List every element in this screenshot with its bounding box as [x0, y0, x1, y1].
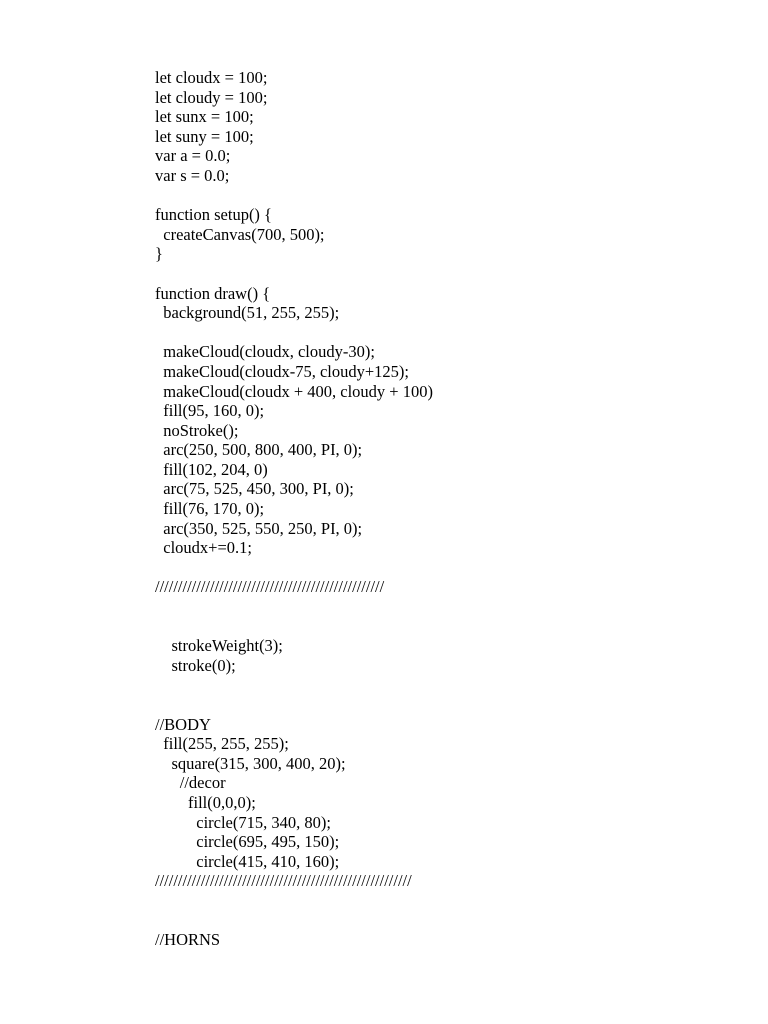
code-line: arc(250, 500, 800, 400, PI, 0);: [155, 440, 363, 460]
code-line: }: [155, 244, 163, 264]
blank-line: [155, 323, 755, 343]
code-line: let suny = 100;: [155, 126, 254, 146]
code-line: createCanvas(700, 500);: [155, 224, 325, 244]
code-line: fill(102, 204, 0): [155, 459, 268, 479]
blank-line: [155, 891, 755, 911]
code-line: function draw() {: [155, 283, 271, 303]
code-line: fill(95, 160, 0);: [155, 401, 265, 421]
code-line: strokeWeight(3);: [155, 636, 283, 656]
code-line: var a = 0.0;: [155, 146, 231, 166]
blank-line: [155, 264, 755, 284]
code-line: stroke(0);: [155, 655, 236, 675]
code-line: arc(350, 525, 550, 250, PI, 0);: [155, 518, 363, 538]
code-line: var s = 0.0;: [155, 165, 230, 185]
code-line: ////////////////////////////////////////////////////////: [155, 871, 412, 891]
blank-line: [155, 597, 755, 617]
code-line: //decor: [155, 773, 226, 793]
code-line: cloudx+=0.1;: [155, 538, 252, 558]
code-line: makeCloud(cloudx + 400, cloudy + 100): [155, 381, 433, 401]
code-line: fill(255, 255, 255);: [155, 734, 289, 754]
code-line: let cloudx = 100;: [155, 68, 268, 87]
code-line: let cloudy = 100;: [155, 87, 268, 107]
code-line: fill(0,0,0);: [155, 792, 256, 812]
code-line: circle(415, 410, 160);: [155, 851, 340, 871]
code-block: [155, 68, 755, 950]
code-line: noStroke();: [155, 420, 239, 440]
blank-line: [155, 558, 755, 578]
code-line: makeCloud(cloudx-75, cloudy+125);: [155, 361, 410, 381]
code-line: makeCloud(cloudx, cloudy-30);: [155, 342, 375, 362]
blank-line: [155, 617, 755, 637]
code-line: //////////////////////////////////////////////////: [155, 577, 385, 597]
code-line: fill(76, 170, 0);: [155, 499, 265, 519]
blank-line: [155, 186, 755, 206]
code-line: circle(695, 495, 150);: [155, 832, 340, 852]
blank-line: [155, 911, 755, 931]
code-line: circle(715, 340, 80);: [155, 812, 331, 832]
code-line: background(51, 255, 255);: [155, 303, 340, 323]
code-line: arc(75, 525, 450, 300, PI, 0);: [155, 479, 354, 499]
code-line: //BODY: [155, 714, 211, 734]
code-line: //HORNS: [155, 930, 221, 950]
code-line: let sunx = 100;: [155, 107, 254, 127]
blank-line: [155, 695, 755, 715]
blank-line: [155, 675, 755, 695]
code-line: function setup() {: [155, 205, 272, 225]
code-line: square(315, 300, 400, 20);: [155, 753, 346, 773]
